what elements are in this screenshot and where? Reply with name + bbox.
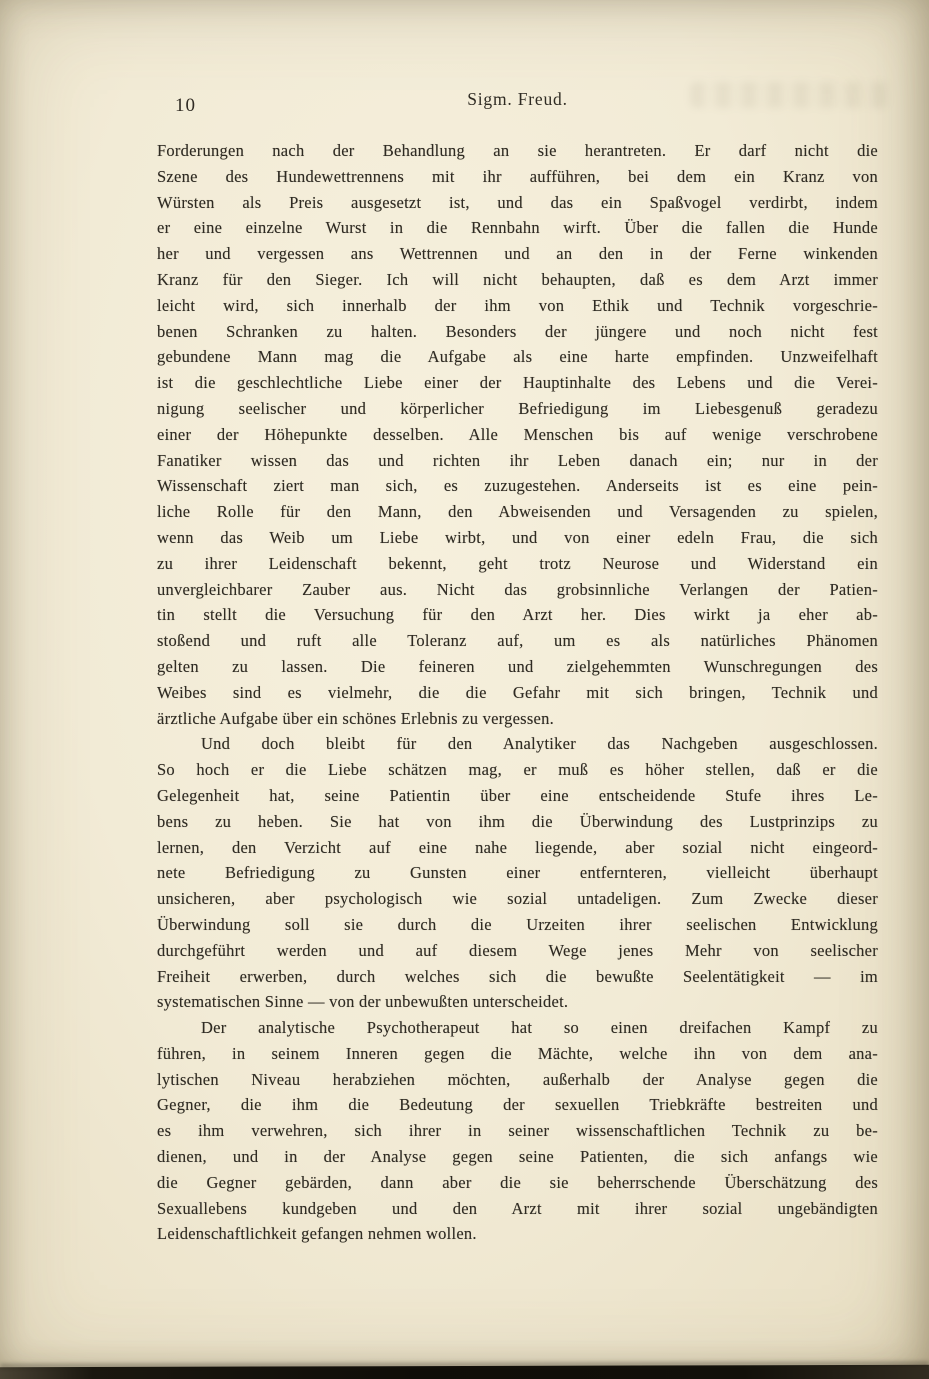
text-line: Und doch bleibt für den Analytiker das Nachgeben ausgeschlossen. xyxy=(201,734,878,754)
text-line: So hoch er die Liebe schätzen mag, er muß es höher stellen, daß er die xyxy=(157,760,878,780)
text-line: Würsten als Preis ausgesetzt ist, und das ein Spaßvogel verdirbt, indem xyxy=(157,192,878,212)
text-line: er eine einzelne Wurst in die Rennbahn wirft. Über die fallen die Hunde xyxy=(157,218,878,238)
text-line: einer der Höhepunkte desselben. Alle Menschen bis auf wenige verschrobene xyxy=(157,424,878,444)
text-line: benen Schranken zu halten. Besonders der jüngere und noch nicht fest xyxy=(157,321,878,341)
text-line: Kranz für den Sieger. Ich will nicht behaupten, daß es dem Arzt immer xyxy=(157,269,878,289)
body-text xyxy=(157,138,878,1247)
text-line: unvergleichbarer Zauber aus. Nicht das grobsinnliche Verlangen der Patien- xyxy=(157,579,878,599)
text-line: zu ihrer Leidenschaft bekennt, geht trotz Neurose und Widerstand ein xyxy=(157,553,878,573)
text-line: Gelegenheit hat, seine Patientin über eine entscheidende Stufe ihres Le- xyxy=(157,785,878,805)
text-line: dienen, und in der Analyse gegen seine Patienten, die sich anfangs wie xyxy=(157,1147,878,1167)
text-line: führen, in seinem Inneren gegen die Mächte, welche ihn von dem ana- xyxy=(157,1043,878,1063)
text-line: ist die geschlechtliche Liebe einer der Hauptinhalte des Lebens und die Verei- xyxy=(157,373,878,393)
paragraph xyxy=(157,138,878,731)
text-line: die Gegner gebärden, dann aber die sie beherrschende Überschätzung des xyxy=(157,1172,878,1192)
text-line: Leidenschaftlichkeit gefangen nehmen wollen. xyxy=(157,1224,477,1244)
text-line: Forderungen nach der Behandlung an sie herantreten. Er darf nicht die xyxy=(157,141,878,160)
page-number: 10 xyxy=(175,95,196,116)
text-line: leicht wird, sich innerhalb der ihm von Ethik und Technik vorgeschrie- xyxy=(157,295,878,315)
text-line: es ihm verwehren, sich ihrer in seiner wissenschaftlichen Technik zu be- xyxy=(157,1121,878,1141)
text-line: tin stellt die Versuchung für den Arzt her. Dies wirkt ja eher ab- xyxy=(157,605,878,625)
text-line: liche Rolle für den Mann, den Abweisenden und Versagenden zu spielen, xyxy=(157,502,878,522)
text-line: Szene des Hundewettrennens mit ihr aufführen, bei dem ein Kranz von xyxy=(157,166,878,186)
text-line: gebundene Mann mag die Aufgabe als eine harte empfinden. Unzweifelhaft xyxy=(157,347,878,367)
text-line: Weibes sind es vielmehr, die die Gefahr mit sich bringen, Technik und xyxy=(157,682,878,702)
text-line: nigung seelischer und körperlicher Befriedigung im Liebesgenuß geradezu xyxy=(157,398,878,418)
scan-edge-bottom xyxy=(0,1365,929,1379)
paragraph xyxy=(157,731,878,1015)
text-line: unsicheren, aber psychologisch wie sozial untadeligen. Zum Zwecke dieser xyxy=(157,889,878,909)
text-line: Sexuallebens kundgeben und den Arzt mit ihrer sozial ungebändigten xyxy=(157,1198,878,1218)
text-line: Freiheit erwerben, durch welches sich die bewußte Seelentätigkeit — im xyxy=(157,966,878,986)
text-line: Gegner, die ihm die Bedeutung der sexuellen Triebkräfte bestreiten und xyxy=(157,1095,878,1115)
text-line: durchgeführt werden und auf diesem Wege jenes Mehr von seelischer xyxy=(157,940,878,960)
text-line: ärztliche Aufgabe über ein schönes Erlebnis zu vergessen. xyxy=(157,708,554,728)
running-header: Sigm. Freud. xyxy=(467,89,568,109)
text-line: wenn das Weib um Liebe wirbt, und von einer edeln Frau, die sich xyxy=(157,527,878,547)
text-line: her und vergessen ans Wettrennen und an den in der Ferne winkenden xyxy=(157,244,878,264)
text-line: lytischen Niveau herabziehen möchten, außerhalb der Analyse gegen die xyxy=(157,1069,878,1089)
paragraph xyxy=(157,1015,878,1247)
text-line: lernen, den Verzicht auf eine nahe liegende, aber sozial nicht eingeord- xyxy=(157,837,878,857)
text-line: Überwindung soll sie durch die Urzeiten ihrer seelischen Entwicklung xyxy=(157,914,878,934)
text-line: nete Befriedigung zu Gunsten einer entfernteren, vielleicht überhaupt xyxy=(157,863,878,883)
text-line: Fanatiker wissen das und richten ihr Leben danach ein; nur in der xyxy=(157,450,878,470)
text-line: systematischen Sinne — von der unbewußten unterscheidet. xyxy=(157,992,569,1012)
page-header xyxy=(157,86,878,116)
text-line: Der analytische Psychotherapeut hat so einen dreifachen Kampf zu xyxy=(201,1018,878,1038)
text-line: gelten zu lassen. Die feineren und zielgehemmten Wunschregungen des xyxy=(157,656,878,676)
text-line: bens zu heben. Sie hat von ihm die Überwindung des Lustprinzips zu xyxy=(157,811,878,831)
text-line: Wissenschaft ziert man sich, es zuzugestehen. Anderseits ist es eine pein- xyxy=(157,476,878,496)
text-line: stoßend und ruft alle Toleranz auf, um es als natürliches Phänomen xyxy=(157,631,878,651)
